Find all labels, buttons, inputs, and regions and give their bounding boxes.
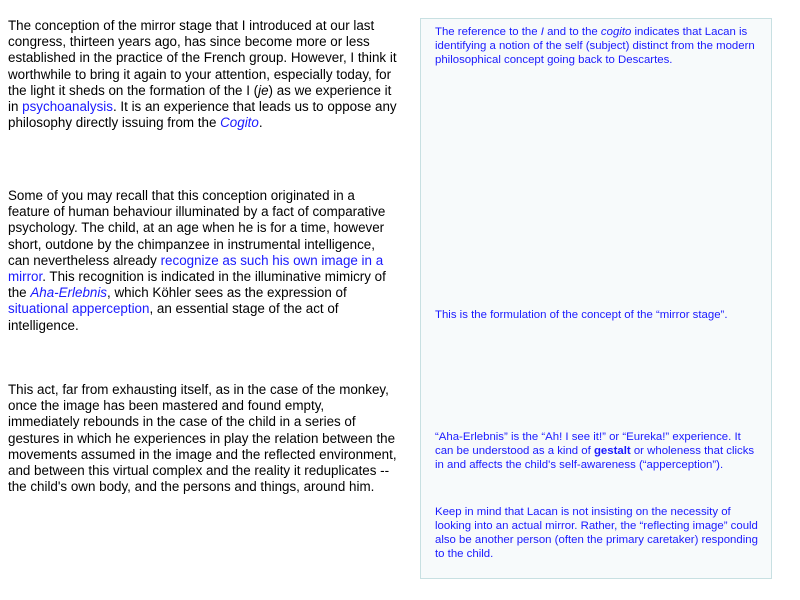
paragraph-2 (8, 188, 398, 334)
psychoanalysis-link[interactable]: psychoanalysis (22, 99, 113, 115)
text: , which Köhler sees as the expression of (107, 285, 347, 301)
paragraph-3: This act, far from exhausting itself, as in the case of the monkey, once the image has been mastered and found empty, immediately rebounds in the case of the child in a series of gestures in which he experiences in play the relation between the movements assumed in the image and the reflected environment, and between this virtual complex and the reality it reduplicates -- the child's own body, and the persons and things, around him. (8, 382, 397, 495)
italic-term: I (540, 26, 544, 38)
situational-apperception-link[interactable]: situational apperception (8, 301, 150, 317)
text: indicates that Lacan is identifying a notion of the self (subject) distinct from the modern philosophical concept going back to Descartes. (435, 26, 755, 66)
italic-term: cogito (600, 26, 632, 38)
text: “Aha-Erlebnis” is the “Ah! I see it!” or “Eureka!” experience. It can be understood as a kind of (435, 431, 741, 457)
text: or wholeness that clicks in and affects the child's self-awareness (“apperception”). (435, 445, 755, 471)
annotation-mirror-stage: This is the formulation of the concept of the “mirror stage”. (435, 309, 728, 321)
text: and to the (543, 26, 601, 38)
annotation-cogito (435, 25, 760, 67)
text: . (258, 115, 263, 131)
mirror-image-link[interactable]: recognize as such his own image in a mirror (8, 252, 384, 285)
annotation-aha-erlebnis (435, 430, 760, 472)
text: Some of you may recall that this conception originated in a feature of human behaviour illuminated by a fact of comparative psychology. The child, at an age when he is for a time, however short, outdone by the chimpanzee in instrumental intelligence, can nevertheless already (8, 188, 386, 268)
text: The reference to the (435, 26, 541, 38)
cogito-link[interactable]: Cogito (220, 115, 259, 131)
annotation-mirror-note: Keep in mind that Lacan is not insisting on the necessity of looking into an actual mirror. Rather, the “reflecting image” could also be another person (often the primary caretaker) responding to the child. (435, 506, 758, 560)
je-term: je (258, 82, 269, 98)
text: . This recognition is indicated in the illuminative mimicry of the (8, 269, 386, 301)
text: . It is an experience that leads us to oppose any philosophy directly issuing from the (8, 99, 397, 131)
bold-term: gestalt (593, 445, 631, 457)
annotation-sidebar (420, 18, 772, 579)
paragraph-1 (8, 18, 398, 131)
text: , an essential stage of the act of intelligence. (8, 301, 339, 333)
text: ) as we experience it in (8, 82, 392, 115)
text: The conception of the mirror stage that I introduced at our last congress, thirteen years ago, has since become more or less established in the practice of the French group. However, I think it worthwhile to bring it again to your attention, especially today, for the light it sheds on the formation of the I ( (8, 18, 397, 98)
aha-erlebnis-link[interactable]: Aha-Erlebnis (30, 285, 108, 301)
